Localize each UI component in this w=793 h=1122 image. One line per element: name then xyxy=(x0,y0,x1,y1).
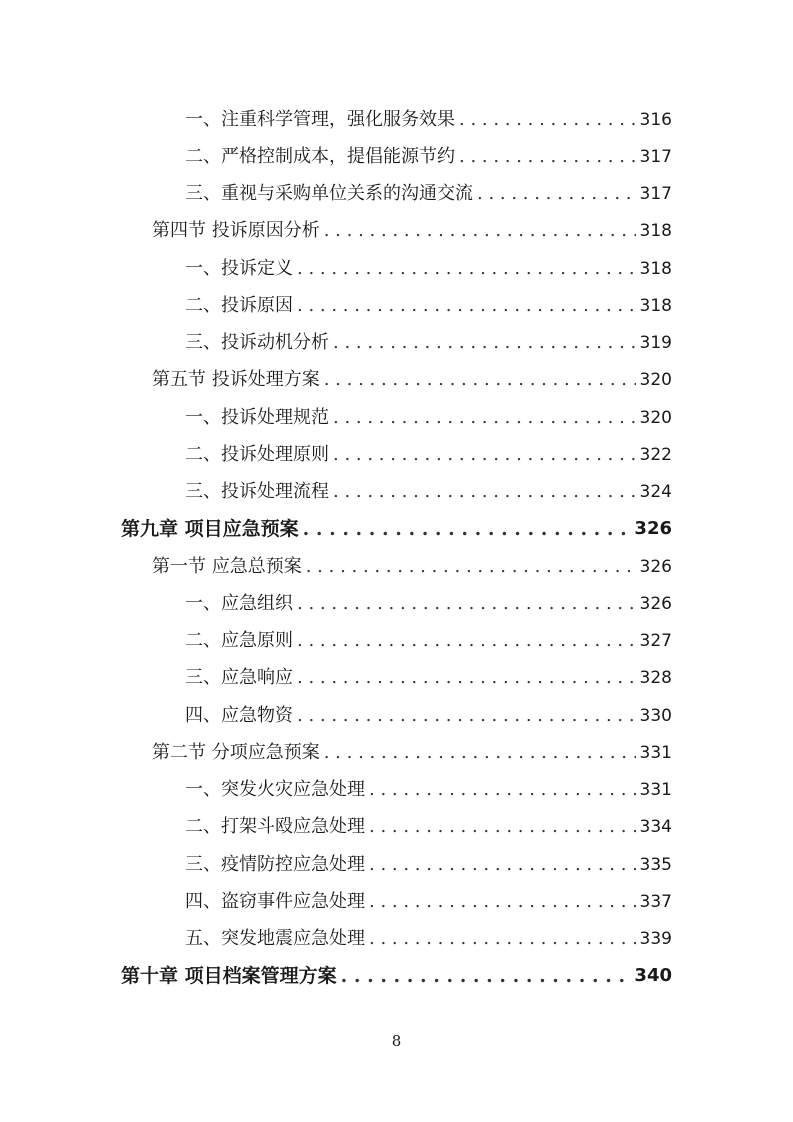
page-number: 8 xyxy=(391,1032,402,1050)
toc-dot-leader xyxy=(297,294,636,318)
toc-chapter-entry[interactable] xyxy=(0,958,793,995)
toc-entry-title: 三、应急响应 xyxy=(185,667,293,689)
toc-entry-page: 316 xyxy=(639,109,672,130)
toc-dot-leader xyxy=(477,182,636,206)
toc-entry-page: 327 xyxy=(639,631,672,652)
toc-entry[interactable] xyxy=(0,697,793,734)
toc-entry-title: 第十章 项目档案管理方案 xyxy=(121,965,337,988)
toc-entry[interactable] xyxy=(0,436,793,473)
toc-entry-page: 335 xyxy=(639,854,672,875)
toc-dot-leader xyxy=(333,480,636,504)
toc-entry[interactable] xyxy=(0,883,793,920)
toc-entry[interactable] xyxy=(0,809,793,846)
toc-entry-page: 322 xyxy=(639,444,672,465)
toc-dot-leader xyxy=(341,964,631,988)
toc-entry-title: 三、投诉动机分析 xyxy=(185,332,329,354)
toc-dot-leader xyxy=(297,666,636,690)
toc-entry[interactable] xyxy=(0,921,793,958)
toc-entry-title: 二、投诉原因 xyxy=(185,294,293,316)
toc-dot-leader xyxy=(333,331,636,355)
toc-entry-title: 第九章 项目应急预案 xyxy=(121,518,299,541)
toc-entry[interactable] xyxy=(0,772,793,809)
toc-entry-title: 四、应急物资 xyxy=(185,704,293,726)
toc-section-entry[interactable] xyxy=(0,734,793,771)
toc-entry-title: 第一节 应急总预案 xyxy=(152,555,302,577)
toc-entry-page: 326 xyxy=(639,593,672,614)
toc-dot-leader xyxy=(306,555,636,579)
toc-entry-page: 334 xyxy=(639,817,672,838)
toc-dot-leader xyxy=(297,629,636,653)
toc-entry-page: 330 xyxy=(639,705,672,726)
toc-entry-title: 一、投诉处理规范 xyxy=(185,406,329,428)
toc-entry-title: 第四节 投诉原因分析 xyxy=(152,220,320,242)
toc-entry-page: 318 xyxy=(639,295,672,316)
toc-entry-page: 317 xyxy=(639,184,672,205)
toc-entry-title: 二、投诉处理原则 xyxy=(185,443,329,465)
toc-dot-leader xyxy=(459,145,636,169)
toc-entry[interactable] xyxy=(0,138,793,175)
toc-entry-page: 317 xyxy=(639,146,672,167)
toc-dot-leader xyxy=(303,517,631,541)
toc-section-entry[interactable] xyxy=(0,213,793,250)
toc-entry[interactable] xyxy=(0,585,793,622)
toc-entry-title: 第五节 投诉处理方案 xyxy=(152,369,320,391)
toc-entry[interactable] xyxy=(0,250,793,287)
toc-dot-leader xyxy=(324,368,636,392)
toc-entry-page: 320 xyxy=(639,370,672,391)
toc-dot-leader xyxy=(369,778,636,802)
toc-entry-title: 二、应急原则 xyxy=(185,630,293,652)
toc-entry[interactable] xyxy=(0,846,793,883)
toc-section-entry[interactable] xyxy=(0,548,793,585)
toc-entry[interactable] xyxy=(0,399,793,436)
toc-entry-title: 一、投诉定义 xyxy=(185,257,293,279)
toc-entry-page: 326 xyxy=(639,556,672,577)
toc-entry-title: 一、注重科学管理，强化服务效果 xyxy=(185,108,455,130)
toc-entry-title: 四、盗窃事件应急处理 xyxy=(185,890,365,912)
toc-entry-page: 328 xyxy=(639,668,672,689)
toc-entry-title: 三、疫情防控应急处理 xyxy=(185,853,365,875)
toc-entry-title: 第二节 分项应急预案 xyxy=(152,741,320,763)
toc-dot-leader xyxy=(369,815,636,839)
toc-dot-leader xyxy=(369,890,636,914)
toc-dot-leader xyxy=(324,219,636,243)
toc-dot-leader xyxy=(297,257,636,281)
toc-chapter-entry[interactable] xyxy=(0,511,793,548)
toc-entry-page: 318 xyxy=(639,221,672,242)
toc-entry-title: 二、严格控制成本，提倡能源节约 xyxy=(185,145,455,167)
toc-entry[interactable] xyxy=(0,176,793,213)
toc-entry[interactable] xyxy=(0,474,793,511)
toc-entry-page: 324 xyxy=(639,482,672,503)
toc-dot-leader xyxy=(297,592,636,616)
toc-dot-leader xyxy=(369,853,636,877)
toc-entry-page: 320 xyxy=(639,407,672,428)
toc-entry-title: 三、投诉处理流程 xyxy=(185,481,329,503)
toc-entry-title: 五、突发地震应急处理 xyxy=(185,928,365,950)
toc-entry-page: 337 xyxy=(639,891,672,912)
toc-entry-page: 339 xyxy=(639,929,672,950)
toc-dot-leader xyxy=(333,443,636,467)
toc-entry[interactable] xyxy=(0,101,793,138)
toc-entry-title: 一、应急组织 xyxy=(185,592,293,614)
toc-entry-page: 331 xyxy=(639,742,672,763)
toc-entry-title: 三、重视与采购单位关系的沟通交流 xyxy=(185,183,473,205)
toc-section-entry[interactable] xyxy=(0,362,793,399)
toc-entry-page: 318 xyxy=(639,258,672,279)
toc-entry-title: 二、打架斗殴应急处理 xyxy=(185,816,365,838)
toc-dot-leader xyxy=(324,741,636,765)
toc-entry-page: 326 xyxy=(634,518,672,540)
toc-entry[interactable] xyxy=(0,325,793,362)
toc-dot-leader xyxy=(369,927,636,951)
table-of-contents xyxy=(0,101,793,995)
toc-entry[interactable] xyxy=(0,660,793,697)
toc-entry-title: 一、突发火灾应急处理 xyxy=(185,779,365,801)
toc-dot-leader xyxy=(333,406,636,430)
toc-dot-leader xyxy=(297,704,636,728)
toc-entry[interactable] xyxy=(0,623,793,660)
toc-dot-leader xyxy=(459,108,636,132)
toc-entry-page: 331 xyxy=(639,780,672,801)
toc-entry-page: 340 xyxy=(634,965,672,987)
toc-entry-page: 319 xyxy=(639,333,672,354)
toc-entry[interactable] xyxy=(0,287,793,324)
